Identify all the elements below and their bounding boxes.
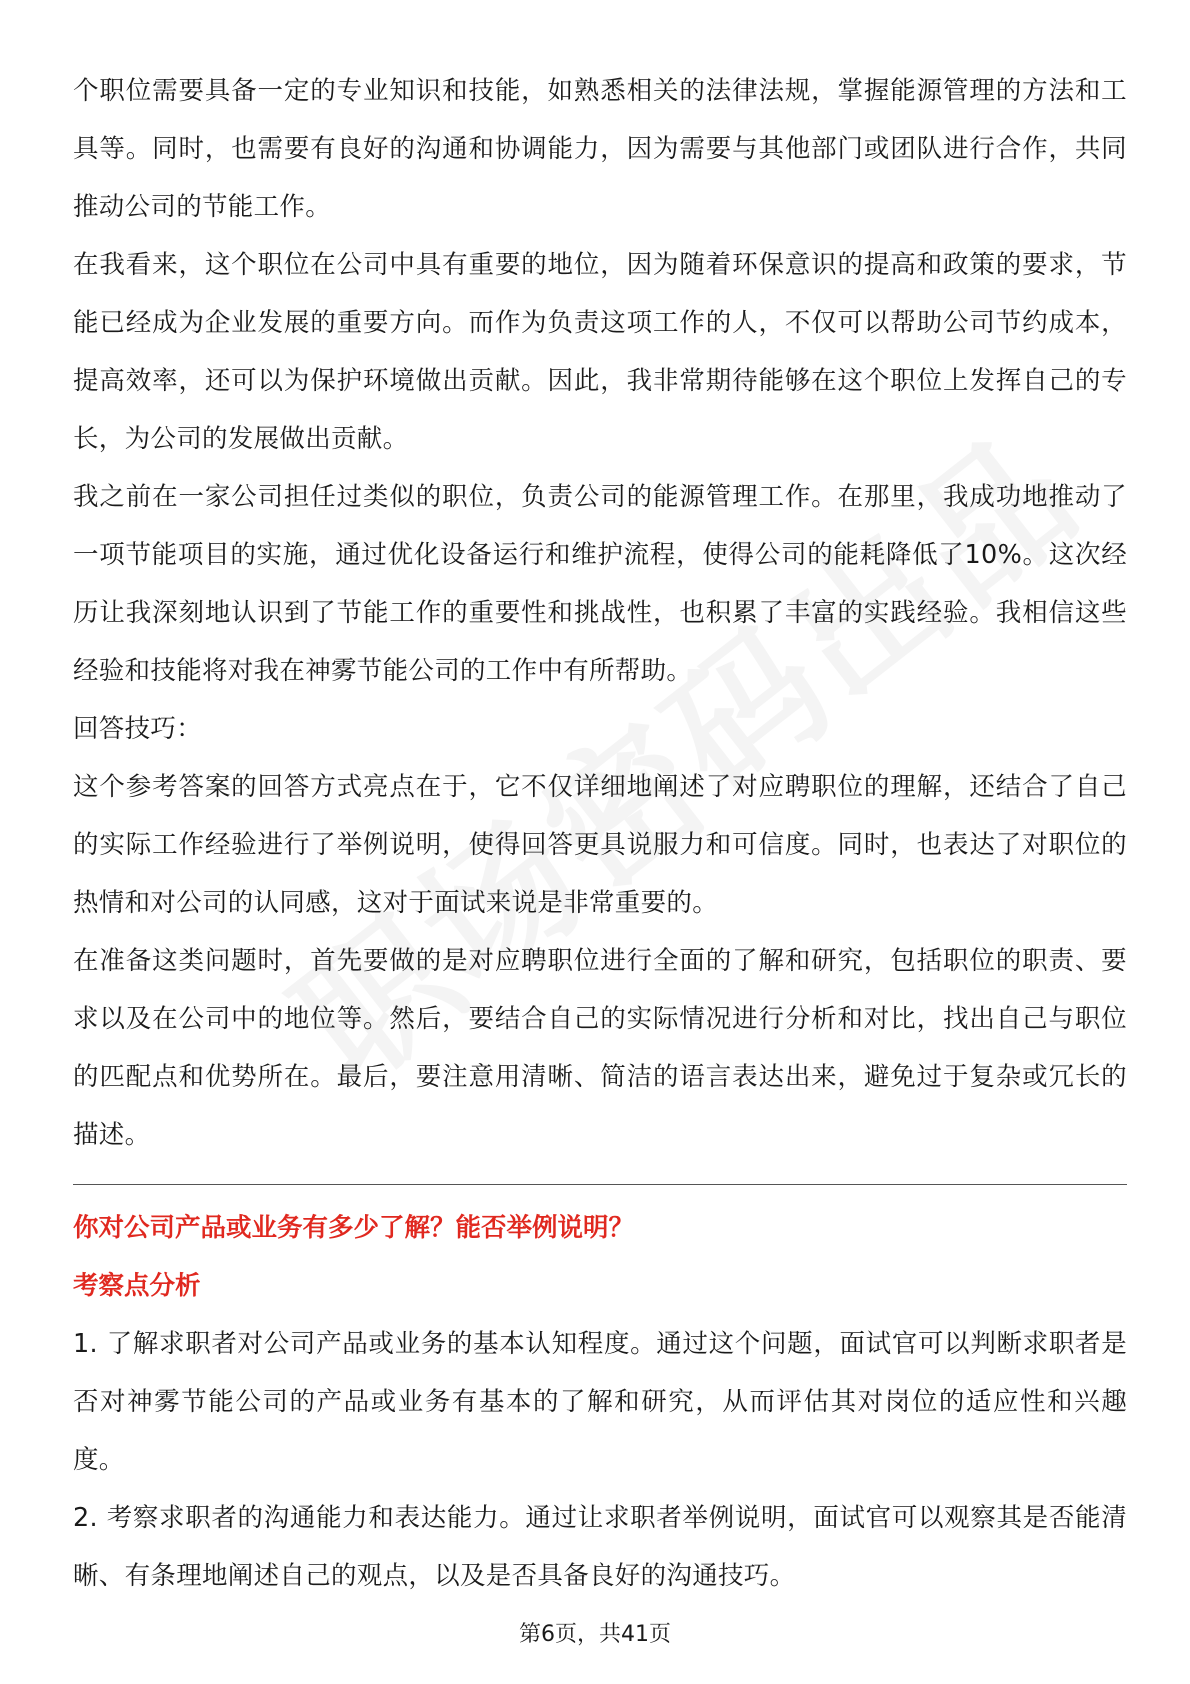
analysis-heading: 考察点分析 — [73, 1271, 201, 1301]
answer-paragraph: 个职位需要具备一定的专业知识和技能，如熟悉相关的法律法规，掌握能源管理的方法和工具等。同时，也需要有良好的沟通和协调能力，因为需要与其他部门或团队进行合作，共同推动公司的节能工作。 — [73, 76, 1127, 222]
tips-paragraph: 这个参考答案的回答方式亮点在于，它不仅详细地阐述了对应聘职位的理解，还结合了自己的实际工作经验进行了举例说明，使得回答更具说服力和可信度。同时，也表达了对职位的热情和对公司的认同感，这对于面试来说是非常重要的。 — [73, 772, 1127, 918]
page-number: 第6页，共41页 — [519, 1622, 671, 1647]
analysis-point: 1. 了解求职者对公司产品或业务的基本认知程度。通过这个问题，面试官可以判断求职者是否对神雾节能公司的产品或业务有基本的了解和研究，从而评估其对岗位的适应性和兴趣度。 — [73, 1329, 1127, 1475]
section-divider — [73, 1184, 1127, 1185]
analysis-point: 2. 考察求职者的沟通能力和表达能力。通过让求职者举例说明，面试官可以观察其是否能清晰、有条理地阐述自己的观点，以及是否具备良好的沟通技巧。 — [73, 1503, 1127, 1591]
interview-question: 你对公司产品或业务有多少了解？能否举例说明？ — [73, 1213, 635, 1243]
tips-paragraph: 在准备这类问题时，首先要做的是对应聘职位进行全面的了解和研究，包括职位的职责、要求以及在公司中的地位等。然后，要结合自己的实际情况进行分析和对比，找出自己与职位的匹配点和优势所在。最后，要注意用清晰、简洁的语言表达出来，避免过于复杂或冗长的描述。 — [73, 946, 1127, 1150]
answer-paragraph: 在我看来，这个职位在公司中具有重要的地位，因为随着环保意识的提高和政策的要求，节能已经成为企业发展的重要方向。而作为负责这项工作的人，不仅可以帮助公司节约成本，提高效率，还可以为保护环境做出贡献。因此，我非常期待能够在这个职位上发挥自己的专长，为公司的发展做出贡献。 — [73, 250, 1127, 454]
answer-paragraph: 我之前在一家公司担任过类似的职位，负责公司的能源管理工作。在那里，我成功地推动了一项节能项目的实施，通过优化设备运行和维护流程，使得公司的能耗降低了10%。这次经历让我深刻地认识到了节能工作的重要性和挑战性，也积累了丰富的实践经验。我相信这些经验和技能将对我在神雾节能公司的工作中有所帮助。 — [73, 482, 1127, 686]
tips-label: 回答技巧： — [73, 714, 203, 744]
document-body — [73, 62, 1127, 1605]
